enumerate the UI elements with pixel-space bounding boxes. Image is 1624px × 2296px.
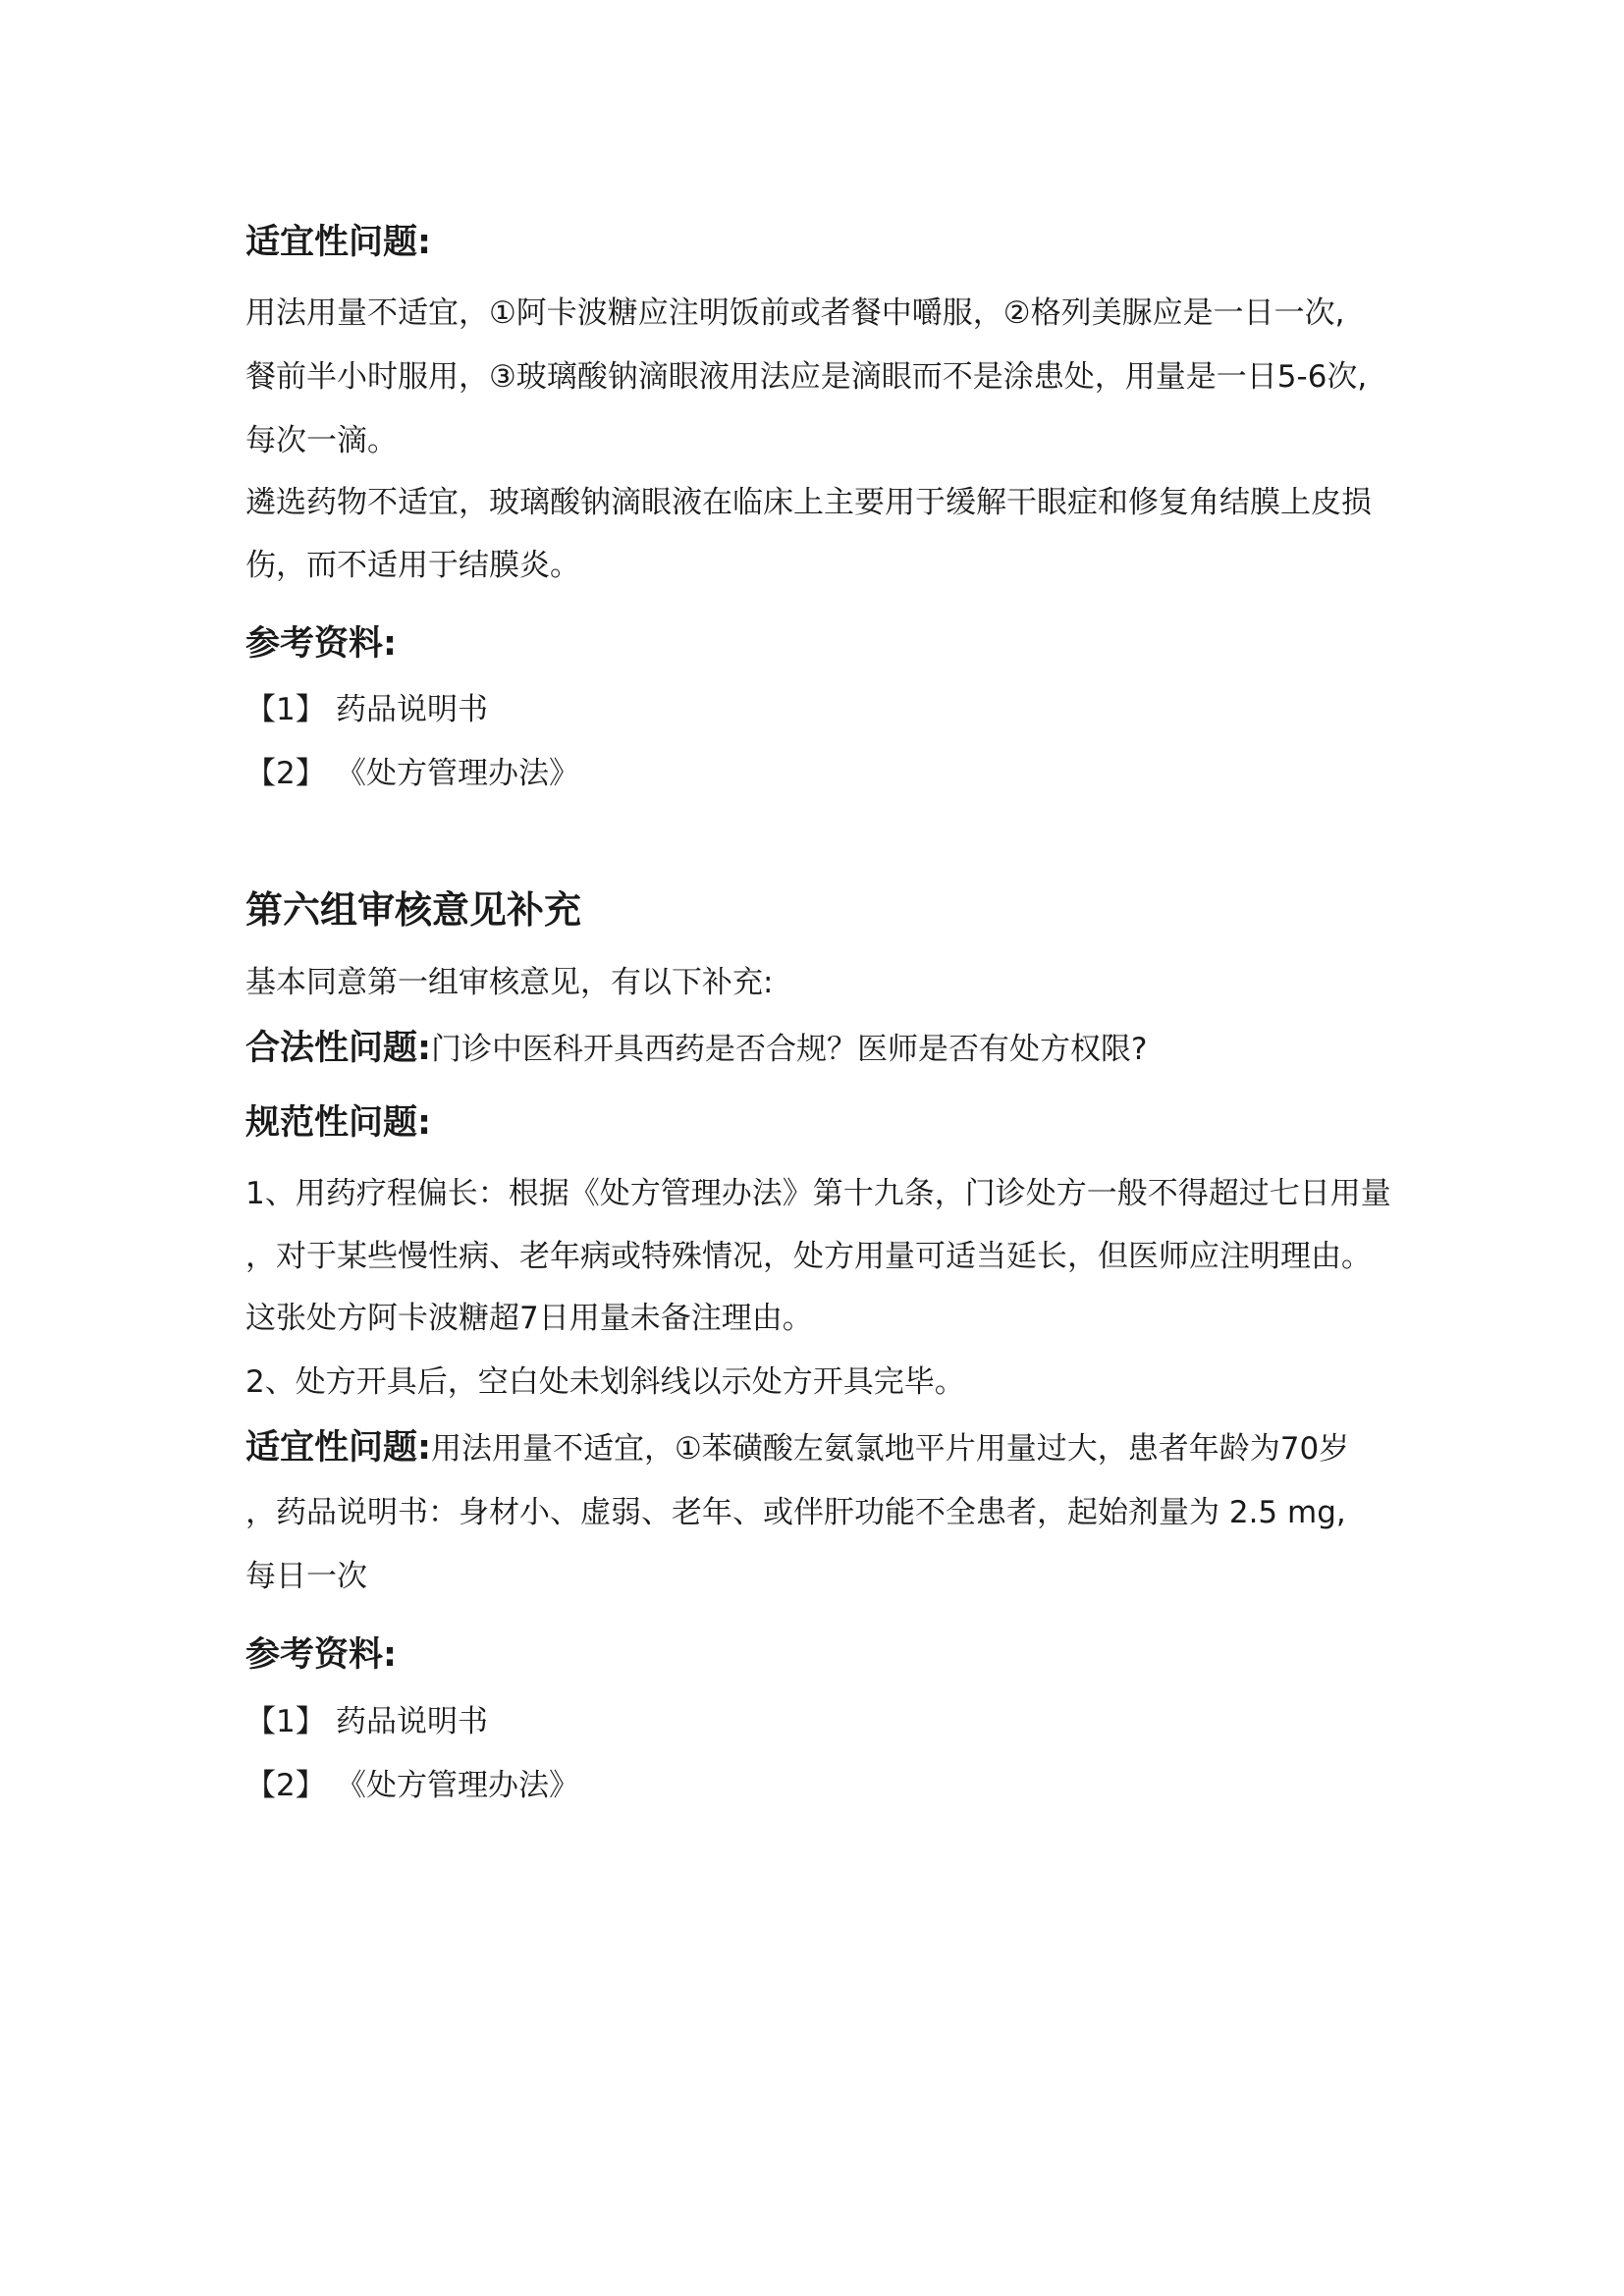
paragraph-line: 伤，而不适用于结膜炎。 — [245, 548, 580, 583]
paragraph-line: 每日一次 — [245, 1559, 367, 1594]
paragraph-line: 餐前半小时服用，③玻璃酸钠滴眼液用法应是滴眼而不是涂患处，用量是一日5-6次, — [245, 359, 1368, 395]
paragraph-line: 用法用量不适宜，①阿卡波糖应注明饭前或者餐中嚼服，②格列美脲应是一日一次, — [245, 295, 1345, 331]
reference-item — [245, 754, 579, 793]
suitability-text: 用法用量不适宜，①苯磺酸左氨氯地平片用量过大，患者年龄为70岁 — [431, 1431, 1350, 1467]
reference-number: 【1】 — [245, 1704, 326, 1739]
paragraph-line: 每次一滴。 — [245, 423, 398, 458]
reference-item — [245, 690, 488, 729]
legality-label: 合法性问题: — [245, 1029, 431, 1068]
paragraph-line: 2、处方开具后，空白处未划斜线以示处方开具完毕。 — [245, 1364, 965, 1400]
suitability-paragraph — [245, 1428, 1349, 1468]
reference-text: 《处方管理办法》 — [336, 756, 579, 791]
reference-number: 【1】 — [245, 692, 326, 727]
suitability-heading: 适宜性问题: — [245, 223, 431, 262]
paragraph-line: ，药品说明书：身材小、虚弱、老年、或伴肝功能不全患者，起始剂量为 2.5 mg, — [245, 1495, 1346, 1530]
suitability-label: 适宜性问题: — [245, 1428, 431, 1468]
reference-text: 药品说明书 — [336, 1704, 488, 1739]
paragraph-line: 这张处方阿卡波糖超7日用量未备注理由。 — [245, 1301, 813, 1336]
reference-text: 药品说明书 — [336, 692, 488, 727]
reference-number: 【2】 — [245, 756, 326, 791]
reference-text: 《处方管理办法》 — [336, 1768, 579, 1803]
reference-number: 【2】 — [245, 1768, 326, 1803]
paragraph-line: 1、用药疗程偏长：根据《处方管理办法》第十九条，门诊处方一般不得超过七日用量 — [245, 1176, 1391, 1211]
references-heading: 参考资料: — [245, 1635, 397, 1675]
reference-item — [245, 1702, 488, 1741]
intro-text: 基本同意第一组审核意见，有以下补充: — [245, 965, 774, 1000]
section-title: 第六组审核意见补充 — [245, 888, 582, 932]
reference-item — [245, 1766, 579, 1805]
standard-heading: 规范性问题: — [245, 1103, 431, 1143]
legality-paragraph — [245, 1029, 1147, 1069]
paragraph-line: 遴选药物不适宜，玻璃酸钠滴眼液在临床上主要用于缓解干眼症和修复角结膜上皮损 — [245, 485, 1372, 520]
paragraph-line: ，对于某些慢性病、老年病或特殊情况，处方用量可适当延长，但医师应注明理由。 — [245, 1239, 1372, 1274]
references-heading: 参考资料: — [245, 624, 397, 664]
legality-text: 门诊中医科开具西药是否合规？医师是否有处方权限? — [431, 1032, 1148, 1067]
